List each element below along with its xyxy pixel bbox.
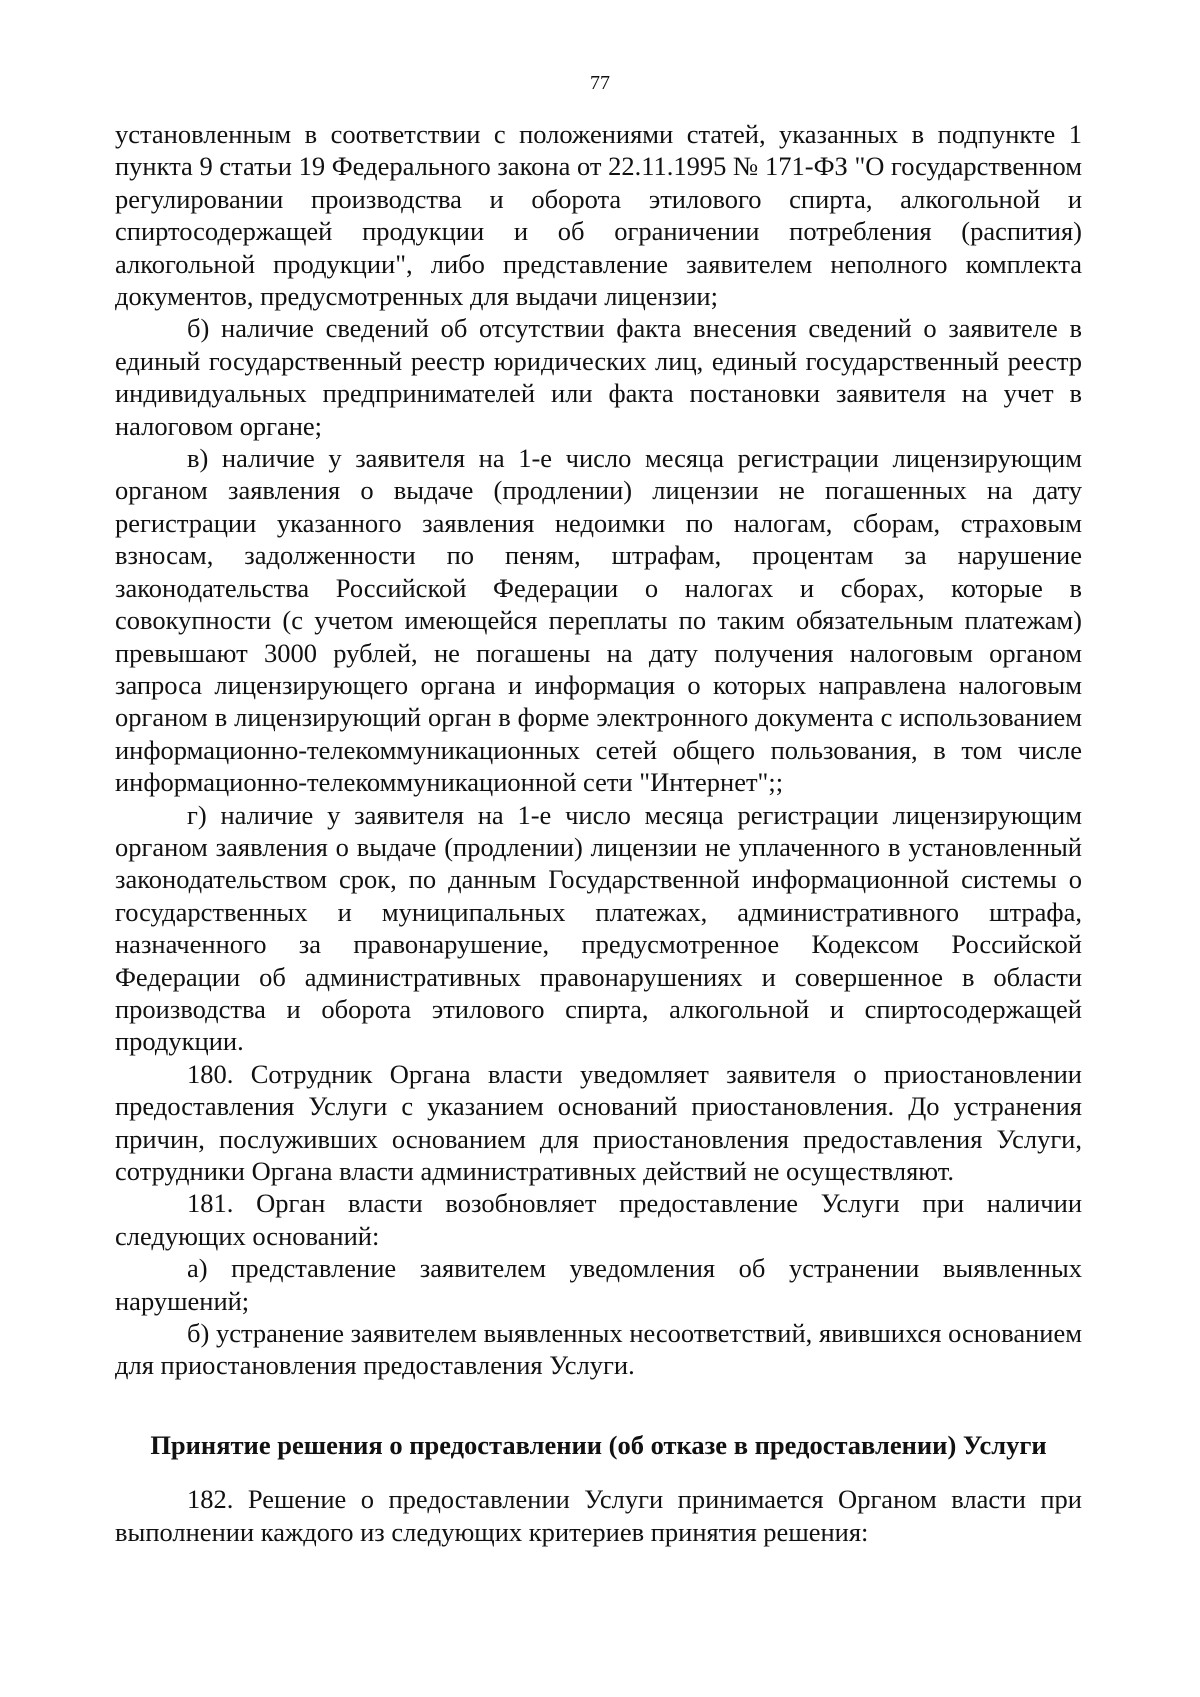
paragraph-182: 182. Решение о предоставлении Услуги принимается Органом власти при выполнении каждого из следующих критериев принятия решения:: [115, 1484, 1082, 1547]
page-number: 77: [590, 72, 610, 94]
paragraph-item-b: б) наличие сведений об отсутствии факта внесения сведений о заявителе в единый государственный реестр юридических лиц, единый государственный реестр индивидуальных предпринимателей или факта постановки заявителя на учет в налоговом органе;: [115, 313, 1082, 441]
paragraph-181: 181. Орган власти возобновляет предоставление Услуги при наличии следующих оснований:: [115, 1188, 1082, 1251]
paragraph-180: 180. Сотрудник Органа власти уведомляет заявителя о приостановлении предоставления Услуги с указанием оснований приостановления. До устранения причин, послуживших основанием для приостановления предоставления Услуги, сотрудники Органа власти административных действий не осуществляют.: [115, 1058, 1082, 1186]
paragraph-item-a: а) представление заявителем уведомления об устранении выявленных нарушений;: [115, 1253, 1082, 1316]
paragraph-item-v: в) наличие у заявителя на 1-е число месяца регистрации лицензирующим органом заявления о выдаче (продлении) лицензии не погашенных на дату регистрации указанного заявления недоимки по налогам, сборам, страховым взносам, задолженности по пеням, штрафам, процентам за нарушение законодательства Российской Федерации о налогах и сборах, которые в совокупности (с учетом имеющейся переплаты по таким обязательным платежам) превышают 3000 рублей, не погашены на дату получения налоговым органом запроса лицензирующего органа и информация о которых направлена налоговым органом в лицензирующий орган в форме электронного документа с использованием информационно-телекоммуникационных сетей общего пользования, в том числе информационно-телекоммуникационной сети "Интернет";;: [115, 443, 1082, 798]
document-body: [115, 118, 1082, 1548]
paragraph-item-g: г) наличие у заявителя на 1-е число месяца регистрации лицензирующим органом заявления о выдаче (продлении) лицензии не уплаченного в установленный законодательством срок, по данным Государственной информационной системы о государственных и муниципальных платежах, административного штрафа, назначенного за правонарушение, предусмотренное Кодексом Российской Федерации об административных правонарушениях и совершенное в области производства и оборота этилового спирта, алкогольной и спиртосодержащей продукции.: [115, 799, 1082, 1057]
paragraph-continued: установленным в соответствии с положениями статей, указанных в подпункте 1 пункта 9 статьи 19 Федерального закона от 22.11.1995 № 171-ФЗ "О государственном регулировании производства и оборота этилового спирта, алкогольной и спиртосодержащей продукции и об ограничении потребления (распития) алкогольной продукции", либо представление заявителем неполного комплекта документов, предусмотренных для выдачи лицензии;: [115, 119, 1082, 312]
section-heading: Принятие решения о предоставлении (об отказе в предоставлении) Услуги: [150, 1429, 1047, 1460]
paragraph-item-b-2: б) устранение заявителем выявленных несоответствий, явившихся основанием для приостановления предоставления Услуги.: [115, 1318, 1082, 1381]
